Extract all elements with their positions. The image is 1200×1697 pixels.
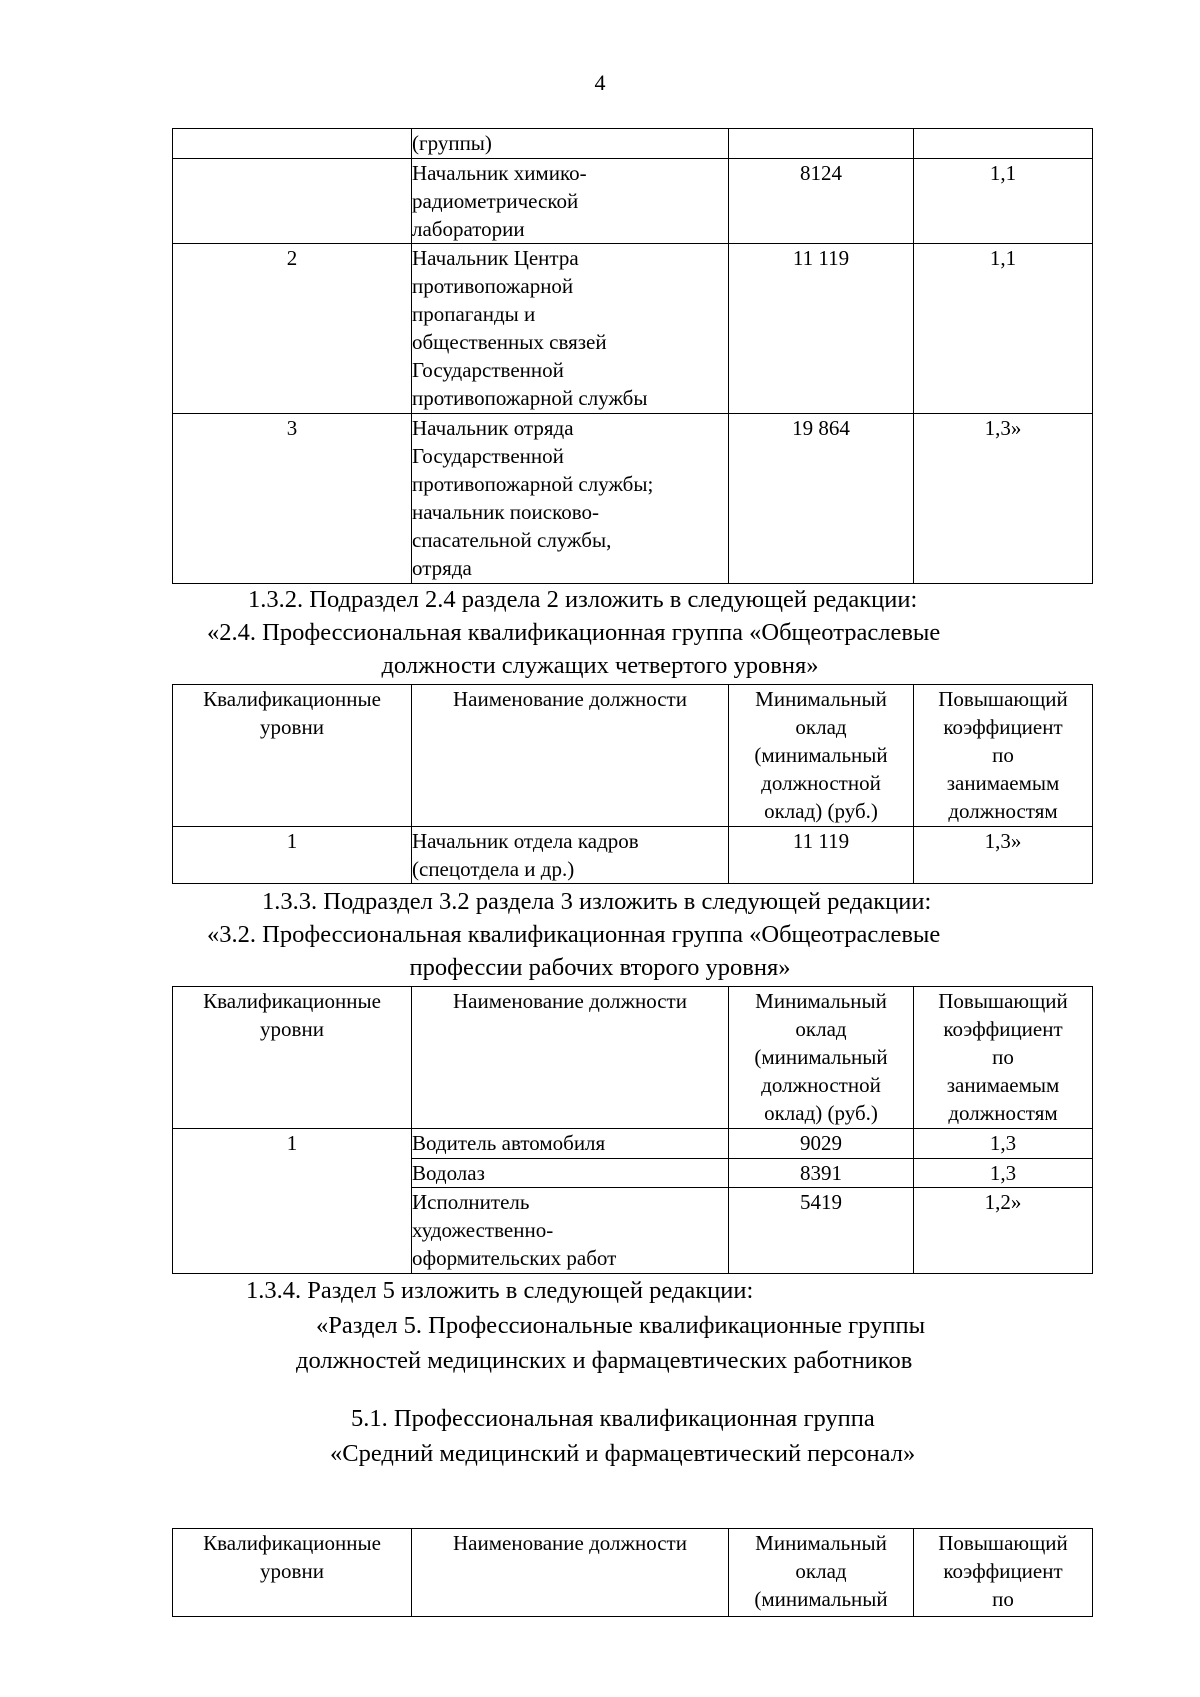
column-header-salary: Минимальный оклад (минимальный должностной оклад) (руб.) xyxy=(729,685,914,827)
table-continued xyxy=(172,128,1093,584)
table-cell-coef: 1,1 xyxy=(914,159,1093,244)
column-header-coef: Повышающий коэффициент по занимаемым должностям xyxy=(914,685,1093,827)
table-cell-coef: 1,3 xyxy=(914,1159,1093,1188)
table-cell-level xyxy=(173,129,412,159)
table-cell-coef: 1,2» xyxy=(914,1188,1093,1274)
table-header-row xyxy=(173,685,1093,827)
table-section-2-4 xyxy=(172,684,1093,884)
table-section-3-2 xyxy=(172,986,1093,1274)
table-cell-position: Водитель автомобиля xyxy=(412,1129,729,1159)
section-2-4-title-line2: должности служащих четвертого уровня» xyxy=(381,652,819,679)
section-1-3-4-intro: 1.3.4. Раздел 5 изложить в следующей редакции: xyxy=(246,1277,754,1304)
table-cell-level xyxy=(173,159,412,244)
column-header-coef: Повышающий коэффициент по занимаемым должностям xyxy=(914,987,1093,1129)
section-3-2-title-line2: профессии рабочих второго уровня» xyxy=(409,954,791,981)
table-row xyxy=(173,1129,1093,1159)
column-header-salary: Минимальный оклад (минимальный xyxy=(729,1529,914,1617)
table-header-row xyxy=(173,1529,1093,1617)
table-cell-salary: 19 864 xyxy=(729,414,914,584)
table-cell-salary: 11 119 xyxy=(729,244,914,414)
table-cell-salary: 5419 xyxy=(729,1188,914,1274)
table-cell-position: Водолаз xyxy=(412,1159,729,1188)
table-row xyxy=(173,129,1093,159)
table-cell-coef: 1,3» xyxy=(914,414,1093,584)
column-header-position: Наименование должности xyxy=(412,1529,729,1617)
table-cell-position: Начальник отряда Государственной противопожарной службы; начальник поисково- спасательной службы, отряда xyxy=(412,414,729,584)
column-header-levels: Квалификационные уровни xyxy=(173,685,412,827)
subsection-5-1-title-line2: «Средний медицинский и фармацевтический персонал» xyxy=(330,1440,916,1467)
section-2-4-title-line1: «2.4. Профессиональная квалификационная группа «Общеотраслевые xyxy=(207,619,941,646)
table-cell-coef: 1,1 xyxy=(914,244,1093,414)
table-row xyxy=(173,827,1093,884)
column-header-position: Наименование должности xyxy=(412,685,729,827)
column-header-levels: Квалификационные уровни xyxy=(173,987,412,1129)
column-header-salary: Минимальный оклад (минимальный должностной оклад) (руб.) xyxy=(729,987,914,1129)
table-cell-level: 1 xyxy=(173,1129,412,1274)
table-cell-coef xyxy=(914,129,1093,159)
table-cell-salary: 9029 xyxy=(729,1129,914,1159)
section-3-2-title-line1: «3.2. Профессиональная квалификационная группа «Общеотраслевые xyxy=(207,921,941,948)
table-cell-level: 2 xyxy=(173,244,412,414)
table-cell-salary: 11 119 xyxy=(729,827,914,884)
section-5-title-line2: должностей медицинских и фармацевтических работников xyxy=(296,1347,913,1374)
table-cell-level: 3 xyxy=(173,414,412,584)
section-5-title-line1: «Раздел 5. Профессиональные квалификационные группы xyxy=(316,1312,926,1339)
section-1-3-2-intro: 1.3.2. Подраздел 2.4 раздела 2 изложить в следующей редакции: xyxy=(248,586,918,613)
table-cell-position: Начальник отдела кадров (спецотдела и др.) xyxy=(412,827,729,884)
table-header-row xyxy=(173,987,1093,1129)
table-cell-coef: 1,3 xyxy=(914,1129,1093,1159)
table-cell-position: Исполнитель художественно- оформительских работ xyxy=(412,1188,729,1274)
page-number: 4 xyxy=(594,70,606,95)
table-row xyxy=(173,244,1093,414)
subsection-5-1-title-line1: 5.1. Профессиональная квалификационная группа xyxy=(351,1405,875,1432)
table-cell-salary: 8391 xyxy=(729,1159,914,1188)
table-cell-salary: 8124 xyxy=(729,159,914,244)
table-cell-position: Начальник химико- радиометрической лаборатории xyxy=(412,159,729,244)
table-row xyxy=(173,414,1093,584)
column-header-levels: Квалификационные уровни xyxy=(173,1529,412,1617)
table-row xyxy=(173,159,1093,244)
table-cell-position: Начальник Центра противопожарной пропаганды и общественных связей Государственной противопожарной службы xyxy=(412,244,729,414)
table-cell-position: (группы) xyxy=(412,129,729,159)
column-header-position: Наименование должности xyxy=(412,987,729,1129)
column-header-coef: Повышающий коэффициент по xyxy=(914,1529,1093,1617)
table-cell-salary xyxy=(729,129,914,159)
section-1-3-3-intro: 1.3.3. Подраздел 3.2 раздела 3 изложить в следующей редакции: xyxy=(262,888,932,915)
table-cell-coef: 1,3» xyxy=(914,827,1093,884)
table-cell-level: 1 xyxy=(173,827,412,884)
table-section-5-1 xyxy=(172,1528,1093,1617)
